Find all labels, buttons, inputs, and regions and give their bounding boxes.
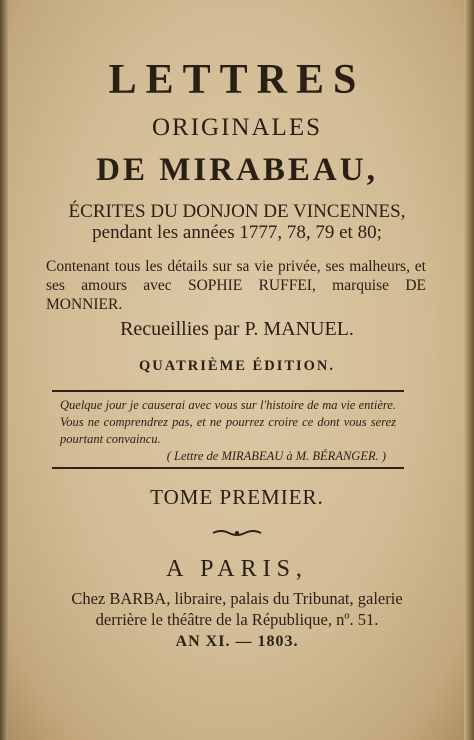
divider-bottom <box>52 467 404 469</box>
publisher-line-2: derrière le théâtre de la République, nº. 51. <box>95 610 379 629</box>
date-line: AN XI. — 1803. <box>175 633 299 650</box>
subtitle-vincennes: ÉCRITES DU DONJON DE VINCENNES, <box>68 201 406 222</box>
title-mirabeau: DE MIRABEAU, <box>96 152 378 188</box>
subtitle-years: pendant les années 1777, 78, 79 et 80; <box>92 222 382 243</box>
ornament-icon <box>211 529 263 537</box>
city-line: A PARIS, <box>166 556 308 582</box>
title-originales: ORIGINALES <box>152 114 322 141</box>
title-lettres: LETTRES <box>108 57 366 103</box>
edition-line: QUATRIÈME ÉDITION. <box>138 358 336 374</box>
publisher-line-1: Chez BARBA, libraire, palais du Tribunat, galerie <box>71 589 403 608</box>
divider-top <box>52 390 404 392</box>
volume-line: TOME PREMIER. <box>150 485 324 509</box>
epigraph-source: ( Lettre de MIRABEAU à M. BÉRANGER. ) <box>166 449 386 463</box>
epigraph <box>60 397 396 465</box>
description-text: Contenant tous les détails sur sa vie privée, ses malheurs, et ses amours avec SOPHIE RUFFEI, marquise DE MONNIER. <box>46 258 426 313</box>
editor-line: Recueillies par P. MANUEL. <box>120 318 354 340</box>
epigraph-text: Quelque jour je causerai avec vous sur l'histoire de ma vie entière. Vous ne comprendrez pas, et ne pourrez croire ce dont vous serez pourtant convaincu. <box>60 398 396 446</box>
